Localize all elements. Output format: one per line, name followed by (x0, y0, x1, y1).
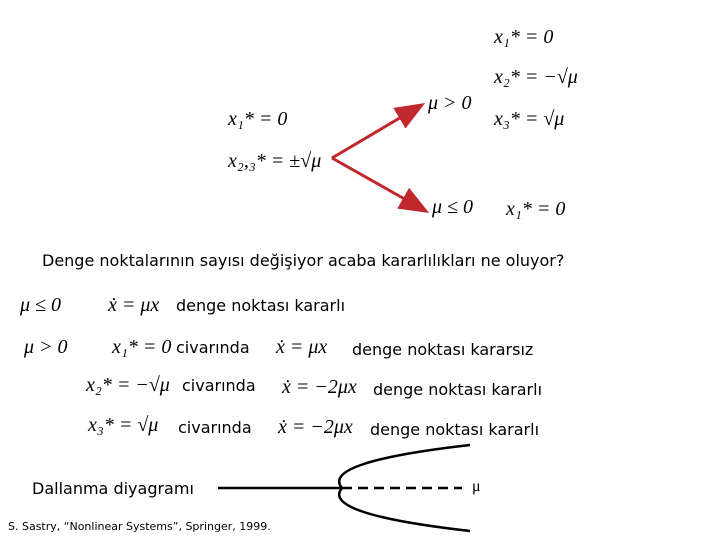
upper-eq-x2: x₂* = −√μ (494, 66, 578, 88)
row3-point: x₂* = −√μ (86, 374, 170, 396)
row2-linearization: ẋ = μx (276, 336, 328, 358)
arrow-to-positive-branch (332, 106, 420, 158)
row3-near: civarında (182, 376, 256, 395)
question-text: Denge noktalarının sayısı değişiyor acaba kararlılıkları ne oluyor? (42, 251, 565, 270)
mu-axis-label: μ (472, 478, 481, 495)
arrow-to-nonpositive-branch (332, 158, 424, 210)
row1-condition: μ ≤ 0 (20, 294, 62, 316)
row3-result: denge noktası kararlı (373, 380, 543, 399)
upper-eq-x1: x₁* = 0 (494, 26, 554, 48)
row4-result: denge noktası kararlı (370, 420, 540, 439)
bifurcation-diagram (218, 445, 470, 531)
row4-near: civarında (178, 418, 252, 437)
row2-condition: μ > 0 (24, 336, 68, 358)
top-eq-x23: x₂,₃* = ±√μ (228, 150, 322, 172)
row1-result: denge noktası kararlı (176, 296, 346, 315)
lower-branch-condition: μ ≤ 0 (432, 196, 474, 218)
upper-eq-x3: x₃* = √μ (494, 108, 565, 130)
row2-result: denge noktası kararsız (352, 340, 534, 359)
lower-eq-x1: x₁* = 0 (506, 198, 566, 220)
upper-branch-condition: μ > 0 (428, 92, 472, 114)
row3-linearization: ẋ = −2μx (282, 376, 357, 398)
row2-point: x₁* = 0 (112, 336, 172, 358)
row4-point: x₃* = √μ (88, 414, 159, 436)
citation: S. Sastry, “Nonlinear Systems”, Springer, 1999. (8, 520, 271, 533)
row1-linearization: ẋ = μx (108, 294, 160, 316)
row2-near: civarında (176, 338, 250, 357)
row4-linearization: ẋ = −2μx (278, 416, 353, 438)
top-eq-x1: x₁* = 0 (228, 108, 288, 130)
bifurcation-label: Dallanma diyagramı (32, 479, 194, 498)
